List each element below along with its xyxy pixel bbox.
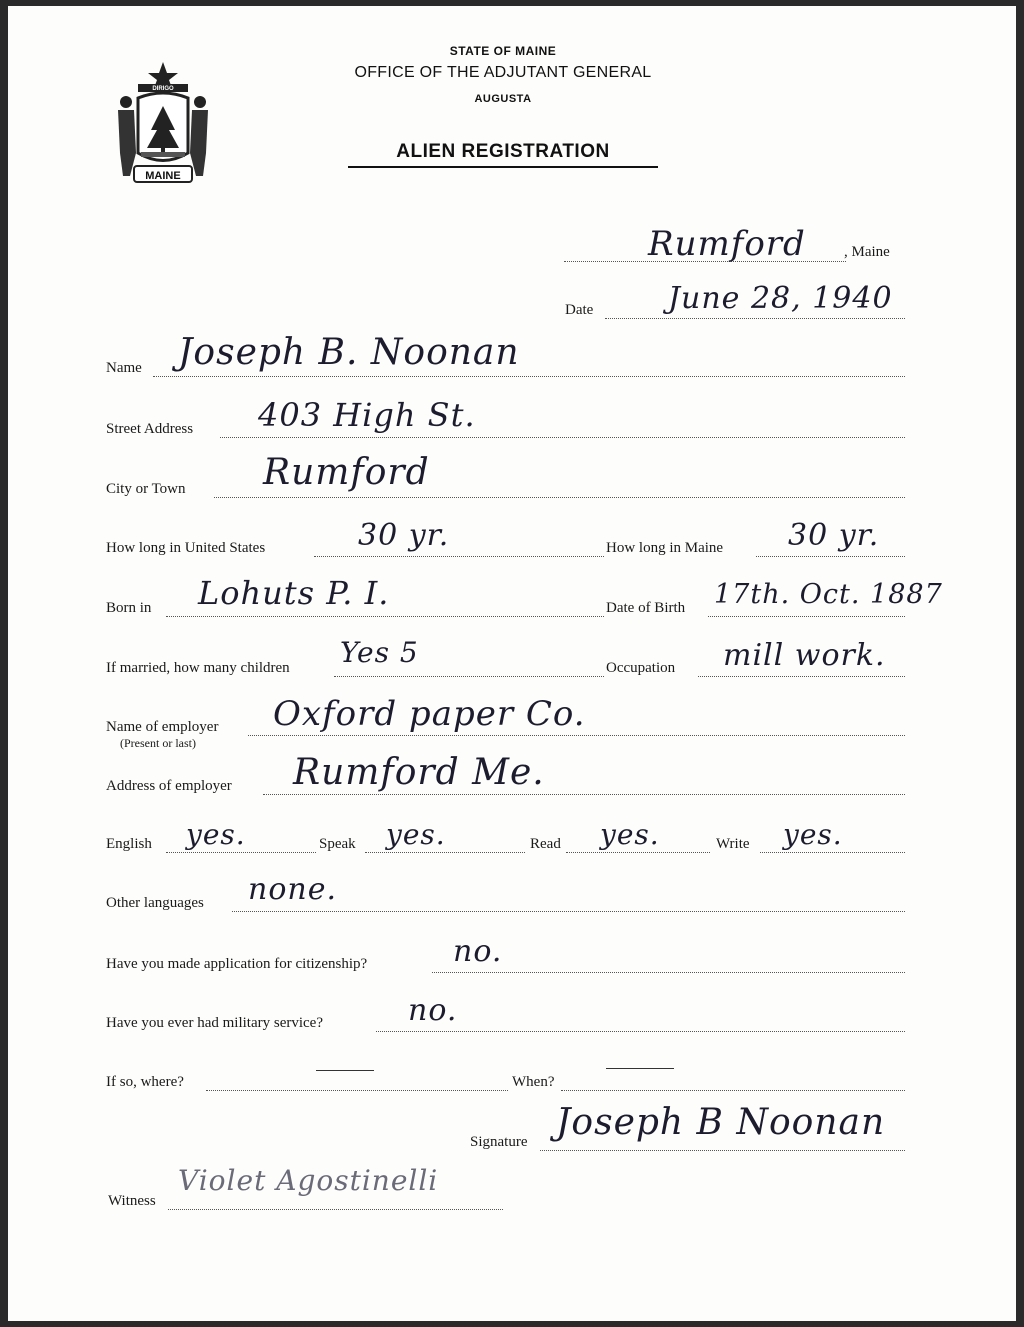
maine-label: , Maine	[844, 244, 890, 260]
born-in-value: Lohuts P. I.	[198, 574, 390, 612]
street-value: 403 High St.	[258, 396, 476, 434]
children-label: If married, how many children	[106, 660, 290, 676]
employer-label: Name of employer	[106, 719, 219, 735]
english-line	[166, 852, 316, 853]
street-label: Street Address	[106, 421, 194, 437]
occupation-label: Occupation	[606, 660, 676, 676]
svg-text:DIRIGO: DIRIGO	[152, 86, 174, 92]
speak-label: Speak	[319, 836, 356, 852]
how-long-maine-value: 30 yr.	[788, 518, 880, 553]
english-label: English	[106, 836, 152, 852]
header-state: STATE OF MAINE	[449, 44, 557, 58]
speak-line	[365, 852, 525, 853]
registration-form-page	[8, 6, 1016, 1321]
signature-line	[540, 1150, 905, 1151]
english-value: yes.	[186, 818, 246, 851]
military-label: Have you ever had military service?	[106, 1015, 323, 1031]
date-of-birth-label: Date of Birth	[606, 600, 686, 616]
employer-note: (Present or last)	[120, 736, 196, 750]
where-label: If so, where?	[106, 1074, 184, 1090]
military-line	[376, 1031, 905, 1032]
when-dash	[606, 1068, 674, 1069]
city-value: Rumford	[263, 452, 430, 493]
signature-value: Joseph B Noonan	[556, 1102, 886, 1143]
where-dash	[316, 1070, 374, 1071]
date-line	[605, 318, 905, 319]
name-line	[153, 376, 905, 377]
employer-address-label: Address of employer	[106, 778, 232, 794]
svg-text:MAINE: MAINE	[145, 170, 181, 182]
how-long-us-value: 30 yr.	[358, 518, 450, 553]
occupation-value: mill work.	[723, 638, 886, 673]
how-long-us-label: How long in United States	[106, 540, 266, 556]
header-city: AUGUSTA	[474, 93, 532, 105]
form-title: ALIEN REGISTRATION	[348, 141, 658, 168]
other-languages-value: none.	[248, 872, 337, 907]
witness-value: Violet Agostinelli	[178, 1164, 439, 1197]
how-long-maine-label: How long in Maine	[606, 540, 724, 556]
citizenship-label: Have you made application for citizenship?	[106, 956, 368, 972]
date-of-birth-value: 17th. Oct. 1887	[714, 579, 943, 610]
name-value: Joseph B. Noonan	[178, 332, 520, 373]
employer-value: Oxford paper Co.	[273, 694, 586, 734]
write-label: Write	[716, 836, 750, 852]
born-in-line	[166, 616, 604, 617]
children-value: Yes 5	[340, 636, 419, 669]
read-value: yes.	[600, 818, 660, 851]
military-value: no.	[408, 993, 458, 1028]
other-languages-label: Other languages	[106, 895, 204, 911]
when-label: When?	[512, 1074, 555, 1090]
header-office: OFFICE OF THE ADJUTANT GENERAL	[354, 64, 652, 81]
name-label: Name	[106, 360, 142, 376]
employer-line	[248, 735, 905, 736]
write-value: yes.	[783, 818, 843, 851]
when-line	[561, 1090, 905, 1091]
date-label: Date	[565, 302, 594, 318]
witness-line	[168, 1209, 503, 1210]
employer-address-value: Rumford Me.	[293, 752, 545, 793]
how-long-us-line	[314, 556, 604, 557]
city-label: City or Town	[106, 481, 186, 497]
city-line	[214, 497, 905, 498]
employer-address-line	[263, 794, 905, 795]
citizenship-value: no.	[453, 934, 503, 969]
town-value: Rumford	[648, 224, 806, 264]
speak-value: yes.	[386, 818, 446, 851]
other-languages-line	[232, 911, 905, 912]
street-line	[220, 437, 905, 438]
write-line	[760, 852, 905, 853]
state-of-maine-seal-icon	[108, 58, 218, 188]
date-value: June 28, 1940	[668, 281, 893, 316]
signature-label: Signature	[470, 1134, 528, 1150]
read-line	[566, 852, 710, 853]
date-of-birth-line	[708, 616, 905, 617]
how-long-maine-line	[756, 556, 905, 557]
children-line	[334, 676, 604, 677]
where-line	[206, 1090, 508, 1091]
born-in-label: Born in	[106, 600, 152, 616]
citizenship-line	[432, 972, 905, 973]
occupation-line	[698, 676, 905, 677]
witness-label: Witness	[108, 1193, 156, 1209]
read-label: Read	[530, 836, 561, 852]
